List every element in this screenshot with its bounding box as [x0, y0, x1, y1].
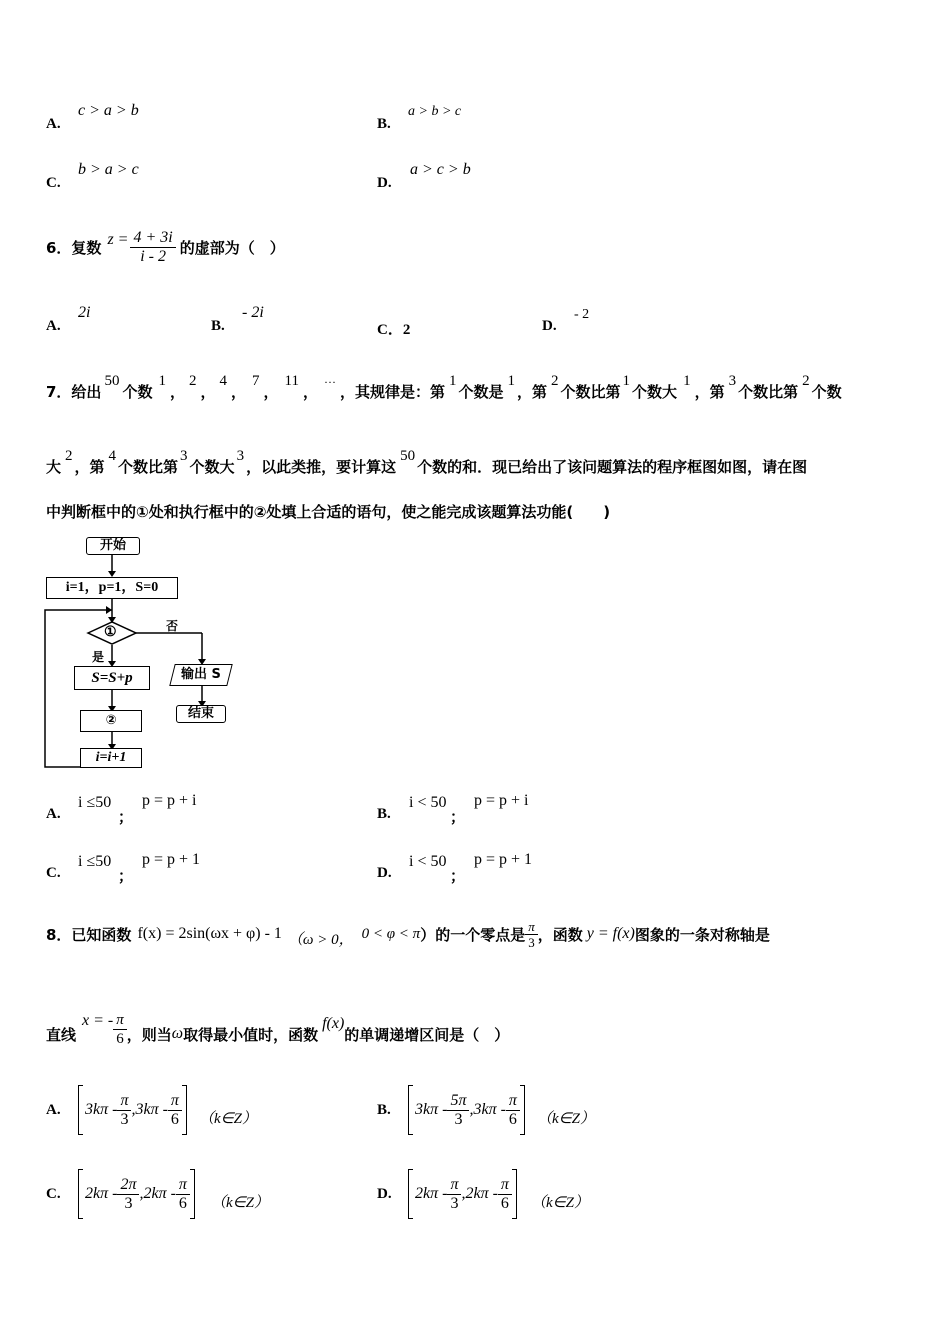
- q8-zero-den: 3: [528, 934, 535, 950]
- q7-text: 个数是: [458, 383, 504, 401]
- q6-option-d-label: D.: [542, 318, 557, 334]
- q7-text: 个数: [122, 383, 153, 401]
- q8-option-c-d1: 3: [124, 1194, 133, 1212]
- flowchart-condition: ①: [104, 624, 117, 640]
- q8-l2c: 取得最小值时，函数: [183, 1025, 319, 1044]
- q6-suffix: 的虚部为（ ）: [179, 238, 285, 257]
- q8-option-b-p1: 3kπ -: [415, 1101, 448, 1118]
- q7-text: 7．给出: [46, 383, 102, 401]
- q8-option-b: [377, 1084, 595, 1136]
- q8-option-d-p1: 2kπ -: [415, 1185, 448, 1202]
- q8-option-c-k: （k∈Z）: [210, 1194, 270, 1211]
- q8-option-d-k: （k∈Z）: [530, 1194, 590, 1211]
- q8-option-a-p2: ,3kπ -: [131, 1101, 168, 1118]
- flowchart-no-label: 否: [166, 619, 179, 633]
- q8-option-c-p1: 2kπ -: [85, 1185, 118, 1202]
- q8-l2a: 直线: [46, 1025, 77, 1044]
- q8-option-d-lbracket: [408, 1169, 413, 1219]
- q5-option-d-label: D.: [377, 175, 392, 191]
- q7-text: 个数比第: [560, 383, 621, 401]
- q8-axis-num: π: [113, 1011, 127, 1030]
- q7-option-c-c1: i ≤50: [78, 853, 112, 870]
- q7-num: 11: [284, 373, 299, 389]
- q7-text: ，第: [694, 383, 725, 401]
- q5-option-c-label: C.: [46, 175, 61, 191]
- q5-option-b-label: B.: [377, 116, 391, 132]
- flowchart-init: i=1，p=1，S=0: [46, 577, 178, 599]
- flowchart-assign: S=S+p: [74, 666, 150, 690]
- q7-num: 50: [104, 373, 120, 389]
- q6-option-a-expr: 2i: [78, 304, 91, 321]
- flowchart-start: 开始: [86, 537, 140, 555]
- q6-prefix: 6．复数: [46, 238, 102, 257]
- flowchart-increment: i=i+1: [80, 748, 142, 768]
- q7-text: ，: [200, 383, 216, 401]
- q8-prefix: 8．已知函数: [46, 925, 132, 944]
- q8-option-b-p2: ,3kπ -: [469, 1101, 506, 1118]
- q6-option-c-label: C．2: [377, 322, 411, 338]
- q8-axis-den: 6: [116, 1030, 124, 1047]
- q7-line-2: [46, 437, 807, 477]
- q7-text: ，其规律是：第: [339, 383, 445, 401]
- q8-omega: ω: [171, 1025, 184, 1042]
- q7-num: 3: [728, 373, 737, 389]
- q7-text: ，以此类推，要计算这: [246, 458, 397, 476]
- q8-fx: f(x): [322, 1015, 345, 1032]
- q8-condition-2: 0 < φ < π: [361, 925, 421, 942]
- q8-option-b-rbracket: [520, 1085, 525, 1135]
- q8-option-d-p2: ,2kπ -: [461, 1185, 498, 1202]
- q7-text: 个数大: [189, 458, 235, 476]
- q8-option-b-frac2: [506, 1092, 520, 1129]
- q7-text: 个数: [811, 383, 842, 401]
- q7-num: 3: [236, 448, 245, 464]
- q7-option-b-label: B.: [377, 806, 391, 822]
- q7-option-c-c2: p = p + 1: [142, 851, 201, 868]
- q8-line-1: [46, 910, 770, 958]
- q5-option-a-expr: c > a > b: [78, 102, 139, 119]
- q8-option-c-frac2: [176, 1176, 190, 1213]
- q5-option-d-expr: a > c > b: [410, 161, 471, 178]
- q8-option-d-d2: 6: [500, 1194, 509, 1212]
- q7-option-d-c2: p = p + 1: [474, 851, 533, 868]
- q6-numerator: 4 + 3i: [130, 229, 175, 248]
- q7-option-d-c1: i < 50: [409, 853, 447, 870]
- q8-option-a-label: A.: [46, 1101, 61, 1118]
- q8-option-d-d1: 3: [450, 1194, 459, 1212]
- q8-option-b-label: B.: [377, 1101, 391, 1118]
- q5-option-a-label: A.: [46, 116, 61, 132]
- q6-fraction: [130, 229, 175, 266]
- q8-option-a-frac2: [168, 1092, 182, 1129]
- q7-num: 1: [449, 373, 457, 389]
- q7-option-a-c1: i ≤50: [78, 794, 112, 811]
- q7-num: 3: [180, 448, 188, 464]
- q8-option-b-frac1: [447, 1092, 469, 1129]
- q6-question: [46, 222, 285, 272]
- q8-option-c-lbracket: [78, 1169, 83, 1219]
- q7-num: 2: [551, 373, 559, 389]
- q7-text: 个数比第: [118, 458, 179, 476]
- flowchart-end: 结束: [176, 705, 226, 723]
- q7-text: ，: [230, 383, 246, 401]
- q8-option-a-rbracket: [182, 1085, 187, 1135]
- q8-option-a-d1: 3: [120, 1110, 129, 1128]
- q8-option-d-frac1: [447, 1176, 461, 1213]
- q8-option-a-lbracket: [78, 1085, 83, 1135]
- q8-option-a-frac1: [117, 1092, 131, 1129]
- q8-option-b-d1: 3: [454, 1110, 463, 1128]
- q5-option-c-expr: b > a > c: [78, 161, 139, 178]
- q8-option-d-frac2: [498, 1176, 512, 1213]
- q6-denominator: i - 2: [140, 247, 166, 265]
- q7-option-c-label: C.: [46, 865, 61, 881]
- q8-zero-fraction: [525, 919, 538, 950]
- q7-num: 4: [219, 373, 227, 389]
- q8-option-a-d2: 6: [170, 1110, 179, 1128]
- q8-function: f(x) = 2sin(ωx + φ) - 1: [137, 925, 282, 942]
- q7-option-d-label: D.: [377, 865, 392, 881]
- q7-num: 50: [400, 448, 416, 464]
- q7-num: 2: [188, 373, 197, 389]
- flowchart-connectors: [40, 535, 250, 780]
- q8-line-2: [46, 1004, 509, 1054]
- q8-yfx: y = f(x): [586, 925, 635, 942]
- q6-z: z =: [107, 231, 129, 248]
- flowchart-output-text: 输出 S: [181, 667, 221, 682]
- q8-option-c-n1: 2π: [117, 1176, 139, 1195]
- q6-option-b-expr: - 2i: [242, 304, 264, 321]
- q7-num: 4: [108, 448, 117, 464]
- q5-option-b-expr: a > b > c: [408, 104, 462, 119]
- q6-option-d-expr: - 2: [574, 307, 590, 322]
- q8-option-a: [46, 1084, 257, 1136]
- q7-num: 7: [252, 373, 260, 389]
- q8-option-b-k: （k∈Z）: [536, 1110, 596, 1127]
- flowchart-yes-label: 是: [92, 650, 105, 664]
- q8-option-d-n2: π: [498, 1176, 512, 1195]
- q7-text: ，: [263, 383, 279, 401]
- q7-text: ，: [169, 383, 185, 401]
- q8-tail: 图象的一条对称轴是: [634, 925, 770, 944]
- q8-option-d-label: D.: [377, 1185, 392, 1202]
- q8-mid: ）的一个零点是: [420, 925, 526, 944]
- q7-option-a-sep: ；: [118, 808, 134, 826]
- q8-option-b-lbracket: [408, 1085, 413, 1135]
- q8-option-b-n2: π: [506, 1092, 520, 1111]
- q8-xeq: x = -: [82, 1012, 114, 1029]
- q7-option-b-c1: i < 50: [409, 794, 447, 811]
- q7-text: 个数比第: [738, 383, 799, 401]
- q8-option-a-n1: π: [117, 1092, 131, 1111]
- q7-text: 个数大: [632, 383, 678, 401]
- q7-text: ，第: [517, 383, 548, 401]
- q7-option-c-sep: ；: [118, 867, 134, 885]
- q7-line-1: [46, 362, 842, 402]
- q8-option-c: [46, 1168, 269, 1220]
- q7-num: 1: [622, 373, 631, 389]
- q7-option-d-sep: ；: [450, 867, 466, 885]
- q8-option-c-p2: ,2kπ -: [139, 1185, 176, 1202]
- q8-option-a-p1: 3kπ -: [85, 1101, 118, 1118]
- q8-option-d: [377, 1168, 589, 1220]
- q8-option-a-n2: π: [168, 1092, 182, 1111]
- q7-option-b-sep: ；: [450, 808, 466, 826]
- q7-num: 1: [158, 373, 166, 389]
- flowchart-output: [169, 664, 232, 686]
- q8-option-c-rbracket: [190, 1169, 195, 1219]
- q8-mid2: ，函数: [537, 925, 583, 944]
- q7-num: 1: [507, 373, 516, 389]
- q7-text: ，第: [74, 458, 105, 476]
- q8-option-c-d2: 6: [178, 1194, 187, 1212]
- q6-option-a-label: A.: [46, 318, 61, 334]
- q7-option-b-c2: p = p + i: [474, 792, 529, 809]
- q8-l2b: ，则当: [126, 1025, 172, 1044]
- q8-option-c-label: C.: [46, 1185, 61, 1202]
- q8-option-c-n2: π: [176, 1176, 190, 1195]
- q8-condition-1: （ω > 0，: [287, 931, 354, 948]
- q7-option-a-c2: p = p + i: [142, 792, 197, 809]
- q7-text: ，: [302, 383, 318, 401]
- q7-num: 2: [65, 448, 73, 464]
- q8-zero-num: π: [525, 919, 538, 935]
- q7-text: 大: [46, 458, 62, 476]
- q6-option-b-label: B.: [211, 318, 225, 334]
- q8-axis-fraction: [113, 1011, 127, 1048]
- q7-line-3: 中判断框中的①处和执行框中的②处填上合适的语句，使之能完成该题算法功能( ): [46, 503, 611, 521]
- q8-l2d: 的单调递增区间是（ ）: [344, 1025, 510, 1044]
- q7-num: 1: [683, 373, 691, 389]
- flowchart-step2: ②: [80, 710, 142, 732]
- q7-text: 个数的和．现已给出了该问题算法的程序框图如图，请在图: [417, 458, 808, 476]
- q8-option-d-n1: π: [447, 1176, 461, 1195]
- q8-option-b-d2: 6: [508, 1110, 517, 1128]
- q8-option-a-k: （k∈Z）: [198, 1110, 258, 1127]
- q7-ellipsis: ···: [323, 375, 336, 389]
- q8-option-c-frac1: [117, 1176, 139, 1213]
- q7-option-a-label: A.: [46, 806, 61, 822]
- q8-option-d-rbracket: [512, 1169, 517, 1219]
- q8-option-b-n1: 5π: [447, 1092, 469, 1111]
- q7-num: 2: [802, 373, 810, 389]
